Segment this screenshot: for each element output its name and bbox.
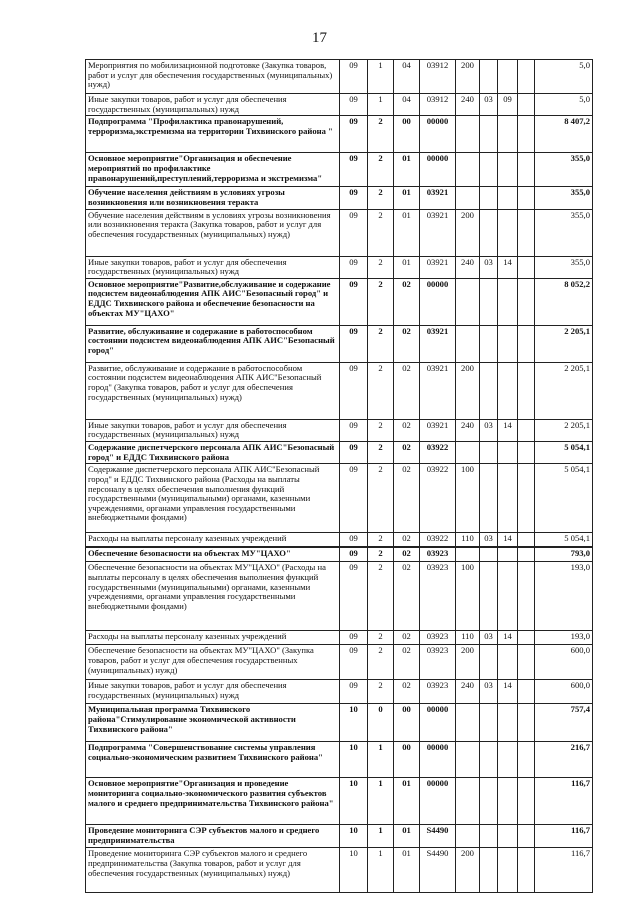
cell-a: 03 (480, 680, 498, 704)
cell-t: 240 (456, 94, 480, 116)
cell-sec: 09 (340, 278, 368, 325)
cell-c (518, 362, 535, 419)
cell-b (498, 60, 518, 94)
cell-n: 03921 (420, 325, 456, 362)
cell-c (518, 419, 535, 441)
cell-name: Проведение мониторинга СЭР субъектов малого и среднего предпринимательства (86, 825, 340, 848)
cell-sec: 10 (340, 704, 368, 742)
cell-t (456, 742, 480, 778)
cell-m: 02 (394, 419, 420, 441)
cell-b: 09 (498, 94, 518, 116)
cell-name: Проведение мониторинга СЭР субъектов малого и среднего предпринимательства (Закупка товаров, работ и услуг для обеспечения государственных (муниципальных) нужд) (86, 848, 340, 893)
cell-t (456, 778, 480, 825)
cell-m: 02 (394, 533, 420, 548)
cell-amount: 8 407,2 (535, 116, 593, 153)
cell-b (498, 562, 518, 631)
cell-a: 03 (480, 94, 498, 116)
table-row (86, 547, 593, 562)
cell-sec: 09 (340, 419, 368, 441)
cell-m: 02 (394, 547, 420, 562)
cell-amount: 2 205,1 (535, 419, 593, 441)
cell-b: 14 (498, 419, 518, 441)
cell-p: 2 (368, 153, 394, 187)
cell-amount: 193,0 (535, 631, 593, 645)
cell-p: 2 (368, 362, 394, 419)
cell-c (518, 742, 535, 778)
cell-a: 03 (480, 533, 498, 548)
cell-sec: 09 (340, 187, 368, 209)
cell-t: 110 (456, 631, 480, 645)
cell-c (518, 60, 535, 94)
cell-n: 00000 (420, 704, 456, 742)
cell-n: 03912 (420, 94, 456, 116)
cell-a (480, 464, 498, 533)
cell-sec: 09 (340, 116, 368, 153)
cell-name: Обучение населения действиям в условиях угрозы возникновения или возникновения теракта (86, 187, 340, 209)
cell-name: Расходы на выплаты персоналу казенных учреждений (86, 533, 340, 548)
cell-name: Обеспечение безопасности на объектах МУ"ЦАХО" (Расходы на выплаты персоналу в целях обеспечения выполнения функций государственными (муниципальными) органами, казенными учреждениями, органами управления государственными внебюджетными фондами) (86, 562, 340, 631)
cell-t (456, 825, 480, 848)
cell-m: 02 (394, 325, 420, 362)
cell-a (480, 742, 498, 778)
cell-a (480, 60, 498, 94)
cell-b (498, 116, 518, 153)
cell-b (498, 825, 518, 848)
table-row (86, 533, 593, 548)
cell-sec: 09 (340, 256, 368, 278)
cell-name: Содержание диспетчерского персонала АПК АИС"Безопасный город" и ЕДДС Тихвинского района (Расходы на выплаты персоналу в целях обеспечения выполнения функций государственными (муниципальными) органами, казенными учреждениями, органами управления государственными внебюджетными фондами) (86, 464, 340, 533)
cell-p: 2 (368, 562, 394, 631)
cell-n: 00000 (420, 778, 456, 825)
cell-m: 02 (394, 464, 420, 533)
cell-amount: 5 054,1 (535, 442, 593, 464)
cell-amount: 793,0 (535, 547, 593, 562)
cell-name: Развитие, обслуживание и содержание в работоспособном состоянии подсистем видеонаблюдения АПК АИС"Безопасный город" (Закупка товаров, работ и услуг для обеспечения государственных (муниципальных) нужд) (86, 362, 340, 419)
cell-n: 00000 (420, 116, 456, 153)
cell-amount: 8 052,2 (535, 278, 593, 325)
cell-t (456, 704, 480, 742)
cell-a (480, 116, 498, 153)
cell-amount: 355,0 (535, 256, 593, 278)
table-row (86, 94, 593, 116)
cell-sec: 09 (340, 94, 368, 116)
cell-b (498, 153, 518, 187)
cell-name: Подпрограмма "Совершенствование системы управления социально-экономическим развитием Тихвинского района" (86, 742, 340, 778)
cell-p: 1 (368, 60, 394, 94)
cell-p: 2 (368, 419, 394, 441)
page-number: 17 (312, 30, 327, 46)
cell-amount: 216,7 (535, 742, 593, 778)
cell-amount: 355,0 (535, 153, 593, 187)
cell-c (518, 547, 535, 562)
cell-n: 03921 (420, 362, 456, 419)
cell-m: 02 (394, 278, 420, 325)
table-row (86, 209, 593, 256)
cell-b (498, 778, 518, 825)
cell-c (518, 278, 535, 325)
cell-n: S4490 (420, 825, 456, 848)
cell-c (518, 256, 535, 278)
cell-m: 01 (394, 187, 420, 209)
table-row (86, 562, 593, 631)
cell-amount: 5,0 (535, 60, 593, 94)
cell-sec: 09 (340, 631, 368, 645)
cell-n: 03921 (420, 419, 456, 441)
cell-c (518, 187, 535, 209)
table-row (86, 325, 593, 362)
cell-p: 2 (368, 325, 394, 362)
cell-name: Развитие, обслуживание и содержание в работоспособном состоянии подсистем видеонаблюдения АПК АИС"Безопасный город" (86, 325, 340, 362)
cell-a (480, 325, 498, 362)
cell-name: Расходы на выплаты персоналу казенных учреждений (86, 631, 340, 645)
cell-t: 200 (456, 848, 480, 893)
cell-name: Обеспечение безопасности на объектах МУ"ЦАХО" (86, 547, 340, 562)
table-row (86, 848, 593, 893)
cell-a (480, 825, 498, 848)
cell-c (518, 704, 535, 742)
cell-n: 03922 (420, 442, 456, 464)
cell-m: 04 (394, 94, 420, 116)
table-row (86, 631, 593, 645)
cell-m: 02 (394, 631, 420, 645)
cell-a (480, 547, 498, 562)
cell-c (518, 680, 535, 704)
cell-amount: 116,7 (535, 778, 593, 825)
cell-m: 01 (394, 848, 420, 893)
cell-amount: 355,0 (535, 209, 593, 256)
cell-a (480, 704, 498, 742)
cell-t: 100 (456, 464, 480, 533)
cell-b (498, 848, 518, 893)
table-row (86, 742, 593, 778)
cell-t (456, 116, 480, 153)
cell-amount: 116,7 (535, 848, 593, 893)
table-row (86, 778, 593, 825)
cell-p: 2 (368, 645, 394, 680)
cell-c (518, 325, 535, 362)
cell-b (498, 742, 518, 778)
cell-t: 200 (456, 645, 480, 680)
table-row (86, 187, 593, 209)
cell-sec: 09 (340, 153, 368, 187)
cell-n: 03923 (420, 645, 456, 680)
cell-t (456, 153, 480, 187)
cell-c (518, 442, 535, 464)
cell-m: 02 (394, 562, 420, 631)
cell-a (480, 209, 498, 256)
table-row (86, 704, 593, 742)
cell-sec: 09 (340, 464, 368, 533)
cell-p: 2 (368, 209, 394, 256)
cell-b (498, 187, 518, 209)
cell-a (480, 848, 498, 893)
table-row (86, 278, 593, 325)
cell-b (498, 325, 518, 362)
cell-sec: 09 (340, 562, 368, 631)
cell-p: 2 (368, 547, 394, 562)
cell-t: 200 (456, 60, 480, 94)
cell-b (498, 547, 518, 562)
cell-m: 01 (394, 209, 420, 256)
cell-m: 01 (394, 256, 420, 278)
cell-c (518, 645, 535, 680)
cell-b (498, 209, 518, 256)
cell-t: 200 (456, 209, 480, 256)
cell-amount: 757,4 (535, 704, 593, 742)
cell-p: 2 (368, 187, 394, 209)
cell-sec: 09 (340, 645, 368, 680)
table-row (86, 442, 593, 464)
cell-m: 00 (394, 704, 420, 742)
cell-m: 01 (394, 825, 420, 848)
cell-m: 04 (394, 60, 420, 94)
cell-t (456, 278, 480, 325)
budget-table (85, 59, 593, 893)
cell-a (480, 562, 498, 631)
cell-p: 1 (368, 778, 394, 825)
cell-n: 00000 (420, 742, 456, 778)
cell-c (518, 209, 535, 256)
cell-b (498, 645, 518, 680)
cell-sec: 10 (340, 848, 368, 893)
cell-sec: 09 (340, 547, 368, 562)
cell-b (498, 442, 518, 464)
cell-name: Мероприятия по мобилизационной подготовке (Закупка товаров, работ и услуг для обеспечения государственных (муниципальных) нужд) (86, 60, 340, 94)
cell-b: 14 (498, 533, 518, 548)
table-row (86, 116, 593, 153)
cell-n: 03921 (420, 187, 456, 209)
cell-c (518, 778, 535, 825)
cell-n: 03923 (420, 547, 456, 562)
cell-amount: 5,0 (535, 94, 593, 116)
table-row (86, 60, 593, 94)
table-row (86, 825, 593, 848)
cell-p: 2 (368, 631, 394, 645)
cell-name: Подпрограмма "Профилактика правонарушений, терроризма,экстремизма на территории Тихвинского района " (86, 116, 340, 153)
cell-a: 03 (480, 256, 498, 278)
cell-b (498, 704, 518, 742)
cell-c (518, 825, 535, 848)
cell-p: 2 (368, 116, 394, 153)
cell-t: 240 (456, 256, 480, 278)
table-row (86, 256, 593, 278)
cell-amount: 2 205,1 (535, 362, 593, 419)
cell-p: 0 (368, 704, 394, 742)
cell-c (518, 848, 535, 893)
cell-p: 1 (368, 94, 394, 116)
cell-b: 14 (498, 631, 518, 645)
cell-amount: 355,0 (535, 187, 593, 209)
cell-a (480, 187, 498, 209)
cell-m: 01 (394, 153, 420, 187)
table-row (86, 645, 593, 680)
cell-p: 2 (368, 256, 394, 278)
cell-p: 2 (368, 464, 394, 533)
table-row (86, 464, 593, 533)
cell-name: Иные закупки товаров, работ и услуг для обеспечения государственных (муниципальных) нужд (86, 680, 340, 704)
cell-p: 2 (368, 278, 394, 325)
cell-m: 02 (394, 442, 420, 464)
cell-a (480, 778, 498, 825)
cell-n: 00000 (420, 153, 456, 187)
cell-n: 03912 (420, 60, 456, 94)
cell-t: 240 (456, 680, 480, 704)
cell-sec: 09 (340, 209, 368, 256)
cell-a (480, 362, 498, 419)
cell-n: 03923 (420, 631, 456, 645)
cell-p: 1 (368, 825, 394, 848)
cell-p: 1 (368, 848, 394, 893)
cell-m: 02 (394, 680, 420, 704)
cell-n: 00000 (420, 278, 456, 325)
cell-sec: 09 (340, 362, 368, 419)
cell-p: 2 (368, 533, 394, 548)
cell-c (518, 533, 535, 548)
cell-t: 110 (456, 533, 480, 548)
cell-c (518, 562, 535, 631)
cell-c (518, 464, 535, 533)
cell-name: Обеспечение безопасности на объектах МУ"ЦАХО" (Закупка товаров, работ и услуг для обеспечения государственных (муниципальных) нужд) (86, 645, 340, 680)
cell-b (498, 362, 518, 419)
cell-sec: 09 (340, 60, 368, 94)
cell-t (456, 187, 480, 209)
cell-p: 2 (368, 442, 394, 464)
cell-name: Иные закупки товаров, работ и услуг для обеспечения государственных (муниципальных) нужд (86, 419, 340, 441)
cell-t (456, 325, 480, 362)
cell-sec: 09 (340, 680, 368, 704)
cell-t (456, 442, 480, 464)
cell-name: Основное мероприятие"Развитие,обслуживание и содержание подсистем видеонаблюдения АПК АИС"Безопасный город" и ЕДДС Тихвинского района и обеспечение безопасности на объектах МУ"ЦАХО" (86, 278, 340, 325)
cell-a (480, 645, 498, 680)
cell-t: 240 (456, 419, 480, 441)
cell-c (518, 631, 535, 645)
cell-p: 1 (368, 742, 394, 778)
cell-amount: 193,0 (535, 562, 593, 631)
cell-sec: 10 (340, 825, 368, 848)
cell-n: S4490 (420, 848, 456, 893)
cell-m: 00 (394, 742, 420, 778)
cell-m: 00 (394, 116, 420, 153)
cell-amount: 116,7 (535, 825, 593, 848)
table-row (86, 362, 593, 419)
cell-m: 02 (394, 362, 420, 419)
cell-m: 02 (394, 645, 420, 680)
cell-sec: 09 (340, 533, 368, 548)
cell-b: 14 (498, 680, 518, 704)
cell-n: 03921 (420, 209, 456, 256)
cell-name: Иные закупки товаров, работ и услуг для обеспечения государственных (муниципальных) нужд (86, 94, 340, 116)
cell-m: 01 (394, 778, 420, 825)
cell-n: 03922 (420, 533, 456, 548)
cell-amount: 2 205,1 (535, 325, 593, 362)
cell-name: Иные закупки товаров, работ и услуг для обеспечения государственных (муниципальных) нужд (86, 256, 340, 278)
cell-amount: 600,0 (535, 645, 593, 680)
cell-name: Основное мероприятие"Организация и проведение мониторинга социально-экономического развития субъектов малого и среднего предпринимательства Тихвинского района" (86, 778, 340, 825)
cell-t: 100 (456, 562, 480, 631)
table-row (86, 680, 593, 704)
cell-sec: 09 (340, 325, 368, 362)
cell-name: Содержание диспетчерского персонала АПК АИС"Безопасный город" и ЕДДС Тихвинского района (86, 442, 340, 464)
cell-n: 03922 (420, 464, 456, 533)
cell-sec: 10 (340, 742, 368, 778)
cell-a (480, 153, 498, 187)
cell-amount: 600,0 (535, 680, 593, 704)
cell-p: 2 (368, 680, 394, 704)
cell-sec: 10 (340, 778, 368, 825)
cell-sec: 09 (340, 442, 368, 464)
cell-name: Обучение населения действиям в условиях угрозы возникновения или возникновения теракта (Закупка товаров, работ и услуг для обеспечения государственных (муниципальных) нужд) (86, 209, 340, 256)
cell-name: Основное мероприятие"Организация и обеспечение мероприятий по профилактике правонарушений,преступлений,терроризма и экстремизма" (86, 153, 340, 187)
cell-a: 03 (480, 419, 498, 441)
cell-a (480, 278, 498, 325)
cell-amount: 5 054,1 (535, 464, 593, 533)
cell-amount: 5 054,1 (535, 533, 593, 548)
cell-name: Муниципальная программа Тихвинского района"Стимулирование экономической активности Тихвинского района" (86, 704, 340, 742)
cell-t (456, 547, 480, 562)
cell-a: 03 (480, 631, 498, 645)
cell-b (498, 464, 518, 533)
cell-b: 14 (498, 256, 518, 278)
table-row (86, 153, 593, 187)
cell-c (518, 116, 535, 153)
cell-a (480, 442, 498, 464)
cell-t: 200 (456, 362, 480, 419)
cell-n: 03923 (420, 680, 456, 704)
cell-n: 03923 (420, 562, 456, 631)
cell-c (518, 153, 535, 187)
cell-c (518, 94, 535, 116)
cell-n: 03921 (420, 256, 456, 278)
table-row (86, 419, 593, 441)
cell-b (498, 278, 518, 325)
